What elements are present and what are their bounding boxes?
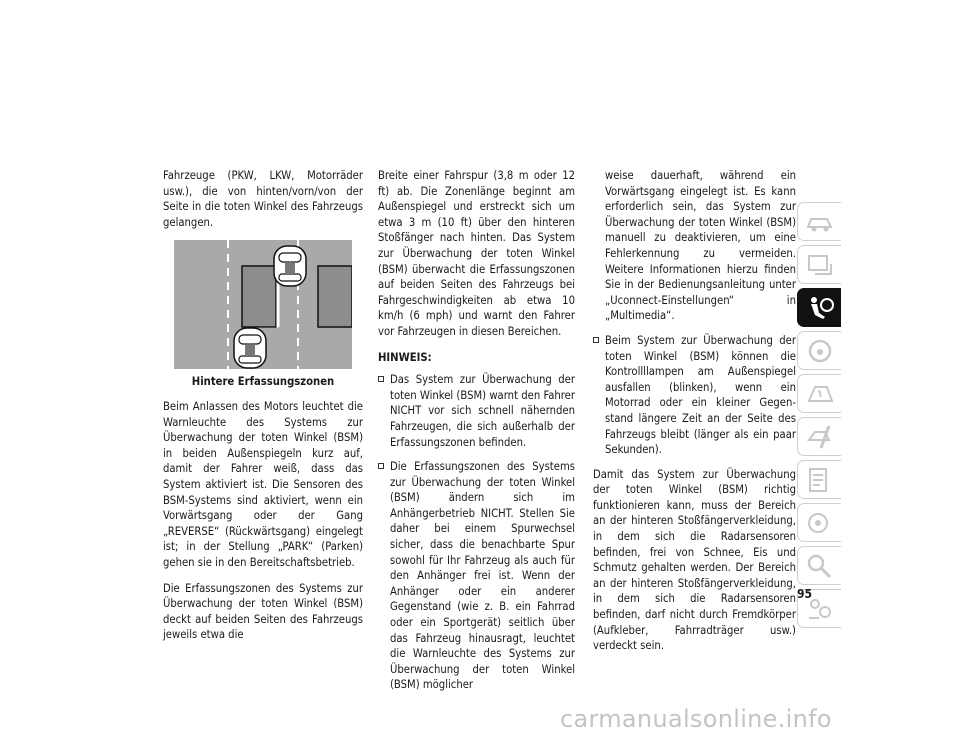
tab-warning-lights[interactable] (797, 245, 841, 284)
column-3 (593, 168, 796, 664)
bullet-text: Die Erfassungszonen des Systems zur Überwachung der toten Winkel (BSM) ändern sich im Anhängerbetrieb NICHT. Stellen Sie daher bei einem Spurwechsel sicher, dass die benachbarte Spur sowohl für Ihr Fahrzeug als auch für den Anhänger frei ist. Wenn der Anhänger oder ein anderer Gegenstand (wie z. B. ein Fahrrad oder ein Sportgerät) seitlich über das Fahrzeug hinausragt, leuchtet die Warnleuchte des Systems zur Überwachung der toten Winkel (BSM) möglicher (390, 460, 575, 692)
startup-paragraph: Beim Anlassen des Motors leuchtet die Warnleuchte des Systems zur Überwachung der toten Winkel (BSM) in beiden Außenspiegeln kurz auf, damit der Fahrer weiß, dass das System aktiviert ist. Die Sensoren des BSM-Systems sind aktiviert, wenn ein Vorwärtsgang oder der Gang „REVERSE“ (Rückwärtsgang) eingelegt ist; in der Stellung „PARK“ (Parken) gehen sie in den Bereitschaftsbetrieb. (163, 399, 363, 569)
specifications-icon (805, 467, 835, 493)
bullet-square-icon (378, 376, 384, 382)
hint-bullet-1 (378, 372, 575, 450)
zones-paragraph: Die Erfassungszonen des Systems zur Überwachung der toten Winkel (BSM) deckt auf beiden Seiten des Fahrzeugs jeweils etwa die (163, 581, 363, 642)
multimedia-icon (805, 510, 835, 536)
warning-lights-icon (805, 252, 835, 278)
page-number: 95 (797, 587, 813, 601)
hint-bullet-3 (593, 333, 796, 458)
safety-airbag-icon (805, 295, 835, 321)
rear-detection-zones-diagram (174, 240, 352, 369)
column-1 (163, 168, 363, 653)
hint-heading: HINWEIS: (378, 350, 432, 364)
steering-wheel-icon (805, 338, 835, 364)
hint-bullet-2 (378, 459, 575, 693)
chapter-tabs (797, 202, 841, 632)
figure-caption: Hintere Erfassungszonen (191, 375, 335, 389)
bullet-square-icon (378, 463, 384, 469)
tab-service[interactable] (797, 417, 841, 456)
bullet-square-icon (593, 337, 599, 343)
intro-paragraph: Fahrzeuge (PKW, LKW, Motorräder usw.), die von hinten/vorn/von der Seite in die toten Winkel des Fahrzeugs gelangen. (163, 169, 363, 229)
watermark: carmanualsonline.info (560, 705, 832, 733)
tab-steering[interactable] (797, 331, 841, 370)
tab-car-info[interactable] (797, 202, 841, 241)
zones-continued-paragraph: Breite einer Fahrspur (3,8 m oder 12 ft) ab. Die Zonenlänge beginnt am Außenspiegel und erstreckt sich um etwa 3 m (10 ft) über den hinteren Stoßfänger nach hinten. Das System zur Überwachung der toten Winkel (BSM) überwacht die Erfassungszonen auf beiden Seiten des Fahrzeugs bei Fahrgeschwindigkeiten ab etwa 10 km/h (6 mph) und warnt den Fahrer vor Fahrzeugen in diesen Bereichen. (378, 169, 575, 338)
service-wrench-icon (805, 424, 835, 450)
tab-safety[interactable] (797, 288, 841, 327)
search-icon (805, 553, 835, 579)
emergency-icon (805, 381, 835, 407)
tab-emergency[interactable] (797, 374, 841, 413)
column-2 (378, 168, 575, 702)
car-info-icon (805, 209, 835, 235)
sensor-cleaning-paragraph: Damit das System zur Überwachung der toten Winkel (BSM) richtig funktionieren kann, muss der Bereich an der hinteren Stoßfängerverkleidung, in dem sich die Radarsensoren befinden, frei von Schnee, Eis und Schmutz gehalten werden. Der Bereich an der hinteren Stoßfängerverkleidung, in dem sich die Radarsensoren befinden, darf nicht durch Fremdkörper (Aufkleber, Fahrradträger usw.) verdeckt sein. (593, 467, 796, 653)
tab-specifications[interactable] (797, 460, 841, 499)
tab-search[interactable] (797, 546, 841, 585)
bullet-text: Beim System zur Überwachung der toten Winkel (BSM) können die Kontrollllampen am Außenspiegel ausfallen (blinken), wenn ein Motorrad oder ein kleiner Gegenstand längere Zeit an der Seite des Fahrzeugs bleibt (länger als ein paar Sekunden). (605, 333, 796, 457)
hint-bullet-2-continued: weise dauerhaft, während ein Vorwärtsgang eingelegt ist. Es kann erforderlich sein, das System zur Überwachung der toten Winkel (BSM) manuell zu deaktivieren, um eine Fehlerkennung zu vermeiden. Weitere Informationen hierzu finden Sie in der Bedienungsanleitung unter „Uconnect-Einstellungen“ in „Multimedia“. (605, 169, 796, 323)
bullet-text: Das System zur Überwachung der toten Winkel (BSM) warnt den Fahrer NICHT vor sich schnell nähernden Fahrzeugen, die sich außerhalb der Erfassungszonen befinden. (390, 373, 575, 449)
tab-multimedia[interactable] (797, 503, 841, 542)
